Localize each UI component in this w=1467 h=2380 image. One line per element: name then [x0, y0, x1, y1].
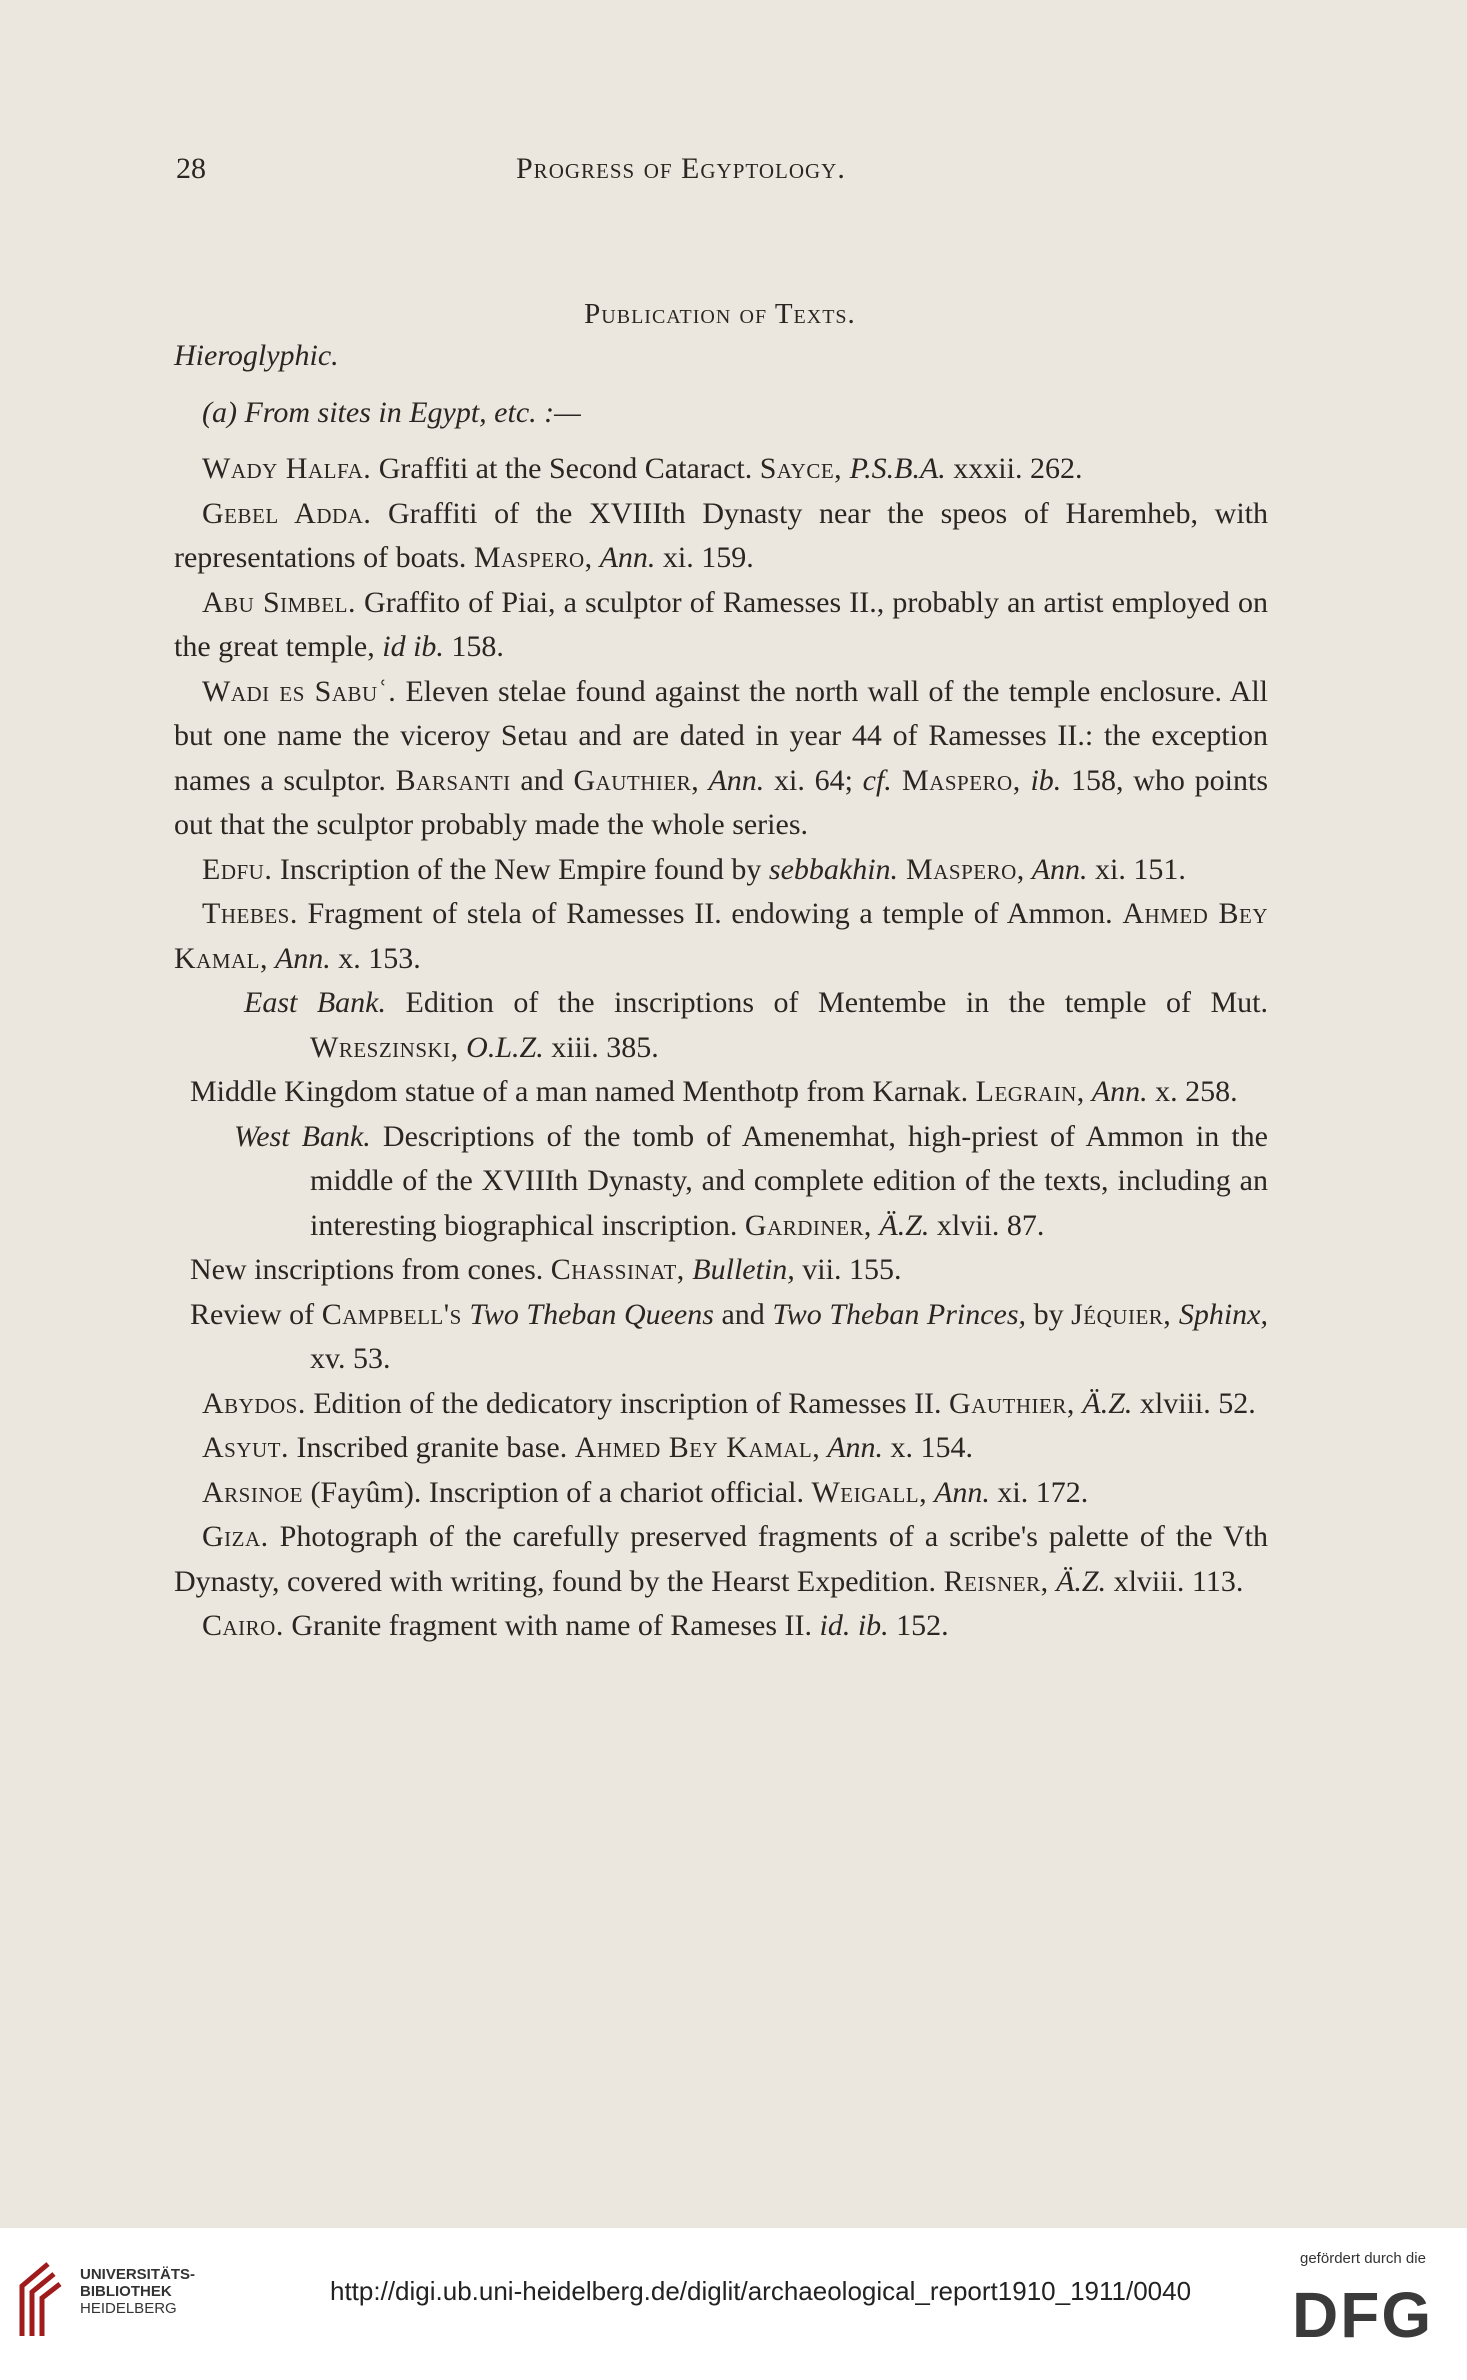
journal-ref: P.S.B.A.: [842, 452, 946, 485]
entry-arsinoe: Arsinoe (Fayûm). Inscription of a chariot official. Weigall, Ann. xi. 172.: [202, 1475, 1089, 1509]
running-head: [176, 152, 1276, 192]
journal-ref: ib.: [1020, 763, 1062, 797]
journal-ref: Ä.Z.: [871, 1208, 930, 1242]
subhead-sites-in-egypt: (a) From sites in Egypt, etc. :—: [202, 395, 581, 429]
entry-cones: New inscriptions from cones. Chassinat, Bulletin, vii. 155.: [190, 1253, 902, 1286]
entry-wady-halfa: Wady Halfa. Graffiti at the Second Cataract. Sayce, P.S.B.A. xxxii. 262.: [202, 452, 1083, 485]
author-name: Wreszinski,: [310, 1030, 459, 1064]
text-body: [174, 334, 1268, 1649]
place-name: Cairo.: [202, 1609, 284, 1642]
subhead-hieroglyphic: Hieroglyphic.: [174, 339, 339, 372]
entry-review: Review of Campbell's Two Theban Queens and Two Theban Princes, by Jéquier, Sphinx, xv. 53.: [190, 1297, 1268, 1375]
running-title: Progress of Egyptology.: [516, 152, 846, 185]
author-name: Sayce,: [759, 452, 843, 485]
author-name: Legrain,: [975, 1075, 1085, 1108]
viewer-footer: [0, 2228, 1467, 2380]
journal-ref: id ib.: [382, 630, 444, 663]
entry-east-bank: East Bank. Edition of the inscriptions of Mentembe in the temple of Mut. Wreszinski, O.L.Z. xiii. 385.: [244, 986, 1268, 1064]
author-name: Jéquier,: [1071, 1297, 1172, 1331]
author-name: Maspero,: [891, 763, 1021, 797]
journal-ref: Bulletin,: [684, 1253, 795, 1286]
journal-ref: Ann.: [820, 1431, 884, 1464]
place-name: Giza.: [202, 1520, 269, 1553]
author-name: Ahmed Bey Kamal,: [174, 897, 1269, 975]
author-name: Gardiner,: [744, 1208, 872, 1242]
journal-ref: Ä.Z.: [1048, 1564, 1107, 1598]
author-name: Campbell's: [321, 1297, 462, 1331]
subsection-label: West Bank.: [234, 1119, 371, 1153]
journal-ref: Ann.: [699, 763, 765, 797]
author-name: Barsanti: [395, 763, 511, 797]
author-name: Reisner,: [943, 1564, 1049, 1598]
entry-giza: Giza. Photograph of the carefully preserved fragments of a scribe's palette of the Vth Dynasty, covered with writing, found by the Hearst Expedition. Reisner, Ä.Z. xlviii. 113.: [174, 1520, 1268, 1598]
place-name: Wady Halfa.: [202, 452, 372, 485]
library-logo-icon: [14, 2258, 72, 2338]
entry-middle-kingdom: Middle Kingdom statue of a man named Menthotp from Karnak. Legrain, Ann. x. 258.: [190, 1075, 1238, 1108]
place-name: Abydos.: [202, 1386, 306, 1420]
journal-ref: O.L.Z.: [458, 1030, 544, 1064]
entry-abydos: Abydos. Edition of the dedicatory inscription of Ramesses II. Gauthier, Ä.Z. xlviii. 52.: [202, 1386, 1256, 1420]
library-name: UNIVERSITÄTS- BIBLIOTHEK HEIDELBERG: [80, 2266, 196, 2317]
funding-note: gefördert durch die: [1300, 2250, 1426, 2267]
entry-edfu: Edfu. Inscription of the New Empire found by sebbakhin. Maspero, Ann. xi. 151.: [202, 852, 1186, 886]
place-name: Edfu.: [202, 852, 273, 886]
author-name: Gauthier,: [949, 1386, 1075, 1420]
place-name: Thebes.: [202, 897, 298, 930]
journal-ref: Sphinx,: [1171, 1297, 1268, 1331]
journal-ref: Ann.: [1084, 1075, 1148, 1108]
permalink-url[interactable]: http://digi.ub.uni-heidelberg.de/diglit/archaeological_report1910_1911/0040: [330, 2276, 1192, 2306]
entry-wadi-es-sabu: Wadi es Sabuʿ. Eleven stelae found against the north wall of the temple enclosure. All but one name the viceroy Setau and are dated in year 44 of Ramesses II.: the exception names a sculptor. Barsanti and Gauthier, Ann. xi. 64; cf. Maspero, ib. 158, who points out that the sculptor probably made the whole series.: [174, 674, 1269, 841]
journal-ref: id. ib.: [819, 1609, 889, 1642]
dfg-logo-icon: DFG: [1292, 2279, 1434, 2351]
subsection-label: East Bank.: [244, 986, 386, 1019]
place-name: Asyut.: [202, 1431, 290, 1464]
entry-thebes: Thebes. Fragment of stela of Ramesses II. endowing a temple of Ammon. Ahmed Bey Kamal, Ann. x. 153.: [174, 897, 1269, 975]
place-name: Abu Simbel.: [202, 585, 356, 619]
author-name: Maspero,: [473, 541, 593, 574]
entry-gebel-adda: Gebel Adda. Graffiti of the XVIIIth Dynasty near the speos of Haremheb, with representations of boats. Maspero, Ann. xi. 159.: [174, 496, 1268, 574]
author-name: Ahmed Bey Kamal,: [574, 1431, 821, 1464]
entry-abu-simbel: Abu Simbel. Graffito of Piai, a sculptor of Ramesses II., probably an artist employed on the great temple, id ib. 158.: [174, 585, 1268, 663]
journal-ref: Ann.: [268, 941, 331, 975]
author-name: Weigall,: [811, 1475, 928, 1509]
place-name: Wadi es Sabuʿ.: [202, 674, 397, 708]
journal-ref: Ann.: [592, 541, 656, 574]
author-name: Chassinat,: [550, 1253, 685, 1286]
entry-asyut: Asyut. Inscribed granite base. Ahmed Bey Kamal, Ann. x. 154.: [202, 1431, 974, 1464]
section-title: Publication of Texts.: [584, 298, 856, 330]
journal-ref: Ä.Z.: [1074, 1386, 1133, 1420]
author-name: Gauthier,: [573, 763, 700, 797]
journal-ref: Ann.: [1024, 852, 1088, 886]
page-number: 28: [176, 152, 206, 185]
entry-cairo: Cairo. Granite fragment with name of Rameses II. id. ib. 152.: [202, 1609, 949, 1642]
place-name: Gebel Adda.: [202, 496, 372, 530]
author-name: Maspero,: [898, 852, 1025, 886]
journal-ref: Ann.: [927, 1475, 990, 1509]
entry-west-bank: West Bank. Descriptions of the tomb of Amenemhat, high-priest of Ammon in the middle of the XVIIIth Dynasty, and complete edition of the texts, including an interesting biographical inscription. Gardiner, Ä.Z. xlvii. 87.: [234, 1119, 1268, 1242]
place-name: Arsinoe: [202, 1475, 304, 1509]
